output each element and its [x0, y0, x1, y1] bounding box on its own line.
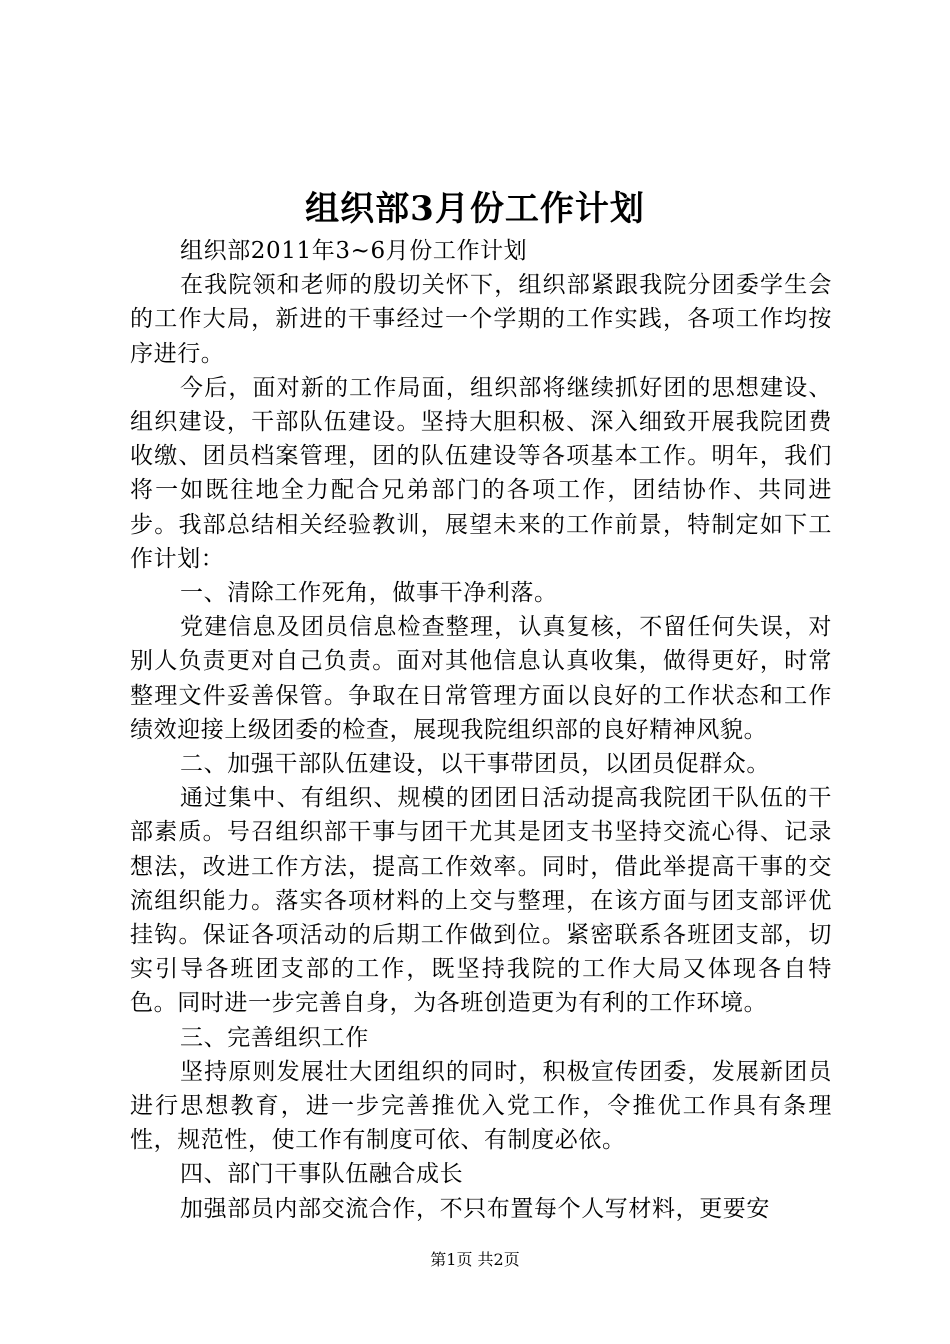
page-number-footer: 第1页 共2页	[430, 1250, 520, 1269]
paragraph-outlook: 今后，面对新的工作局面，组织部将继续抓好团的思想建设、组织建设，干部队伍建设。坚持大胆积极、深入细致开展我院团费收缴、团员档案管理，团的队伍建设等各项基本工作。明年，我们将一如既往地全力配合兄弟部门的各项工作，团结协作、共同进步。我部总结相关经验教训，展望未来的工作前景，特制定如下工作计划：	[130, 374, 832, 572]
paragraph-section-1: 党建信息及团员信息检查整理，认真复核，不留任何失误，对别人负责更对自己负责。面对其他信息认真收集，做得更好，时常整理文件妥善保管。争取在日常管理方面以良好的工作状态和工作绩效迎接上级团委的检查，展现我院组织部的良好精神风貌。	[130, 614, 832, 743]
paragraph-section-3: 坚持原则发展壮大团组织的同时，积极宣传团委，发展新团员进行思想教育，进一步完善推优入党工作，令推优工作具有条理性，规范性，使工作有制度可依、有制度必依。	[130, 1058, 832, 1154]
paragraph-section-4: 加强部员内部交流合作，不只布置每个人写材料，更要安	[180, 1195, 770, 1222]
document-title: 组织部3月份工作计划	[305, 189, 645, 229]
paragraph-subtitle: 组织部2011年3~6月份工作计划	[180, 238, 528, 264]
section-heading-2: 二、加强干部队伍建设，以干事带团员，以团员促群众。	[180, 751, 770, 778]
paragraph-section-2: 通过集中、有组织、规模的团团日活动提高我院团干队伍的干部素质。号召组织部干事与团干尤其是团支书坚持交流心得、记录想法，改进工作方法，提高工作效率。同时，借此举提高干事的交流组织能力。落实各项材料的上交与整理，在该方面与团支部评优挂钩。保证各项活动的后期工作做到位。紧密联系各班团支部，切实引导各班团支部的工作，既坚持我院的工作大局又体现各自特色。同时进一步完善自身，为各班创造更为有利的工作环境。	[130, 785, 832, 1017]
section-heading-3: 三、完善组织工作	[180, 1024, 369, 1051]
document-body	[130, 234, 832, 1226]
section-heading-1: 一、清除工作死角，做事干净利落。	[180, 580, 558, 607]
section-heading-4: 四、部门干事队伍融合成长	[180, 1161, 464, 1188]
paragraph-intro: 在我院领和老师的殷切关怀下，组织部紧跟我院分团委学生会的工作大局，新进的干事经过一个学期的工作实践，各项工作均按序进行。	[130, 272, 832, 367]
